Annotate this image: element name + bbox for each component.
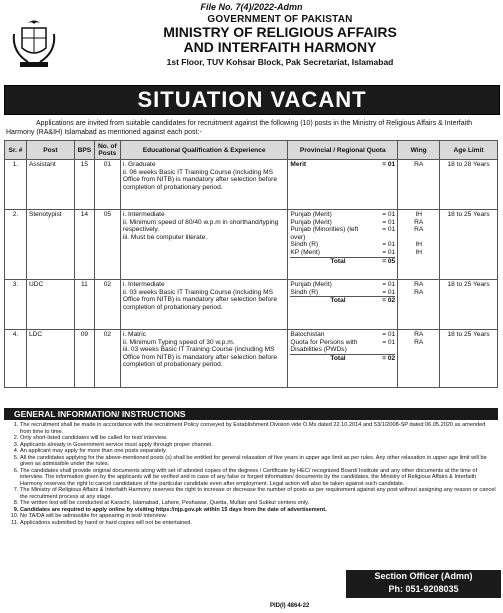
banner-text: SITUATION VACANT <box>137 87 367 112</box>
qualification-item: i. Intermediate <box>122 281 165 288</box>
list-item: 10. No TA/DA will be admissible for appearing in test/ interview. <box>20 513 498 520</box>
list-item: 4. An applicant may apply for more than one posts separately. <box>20 448 498 455</box>
sr-cell: 1. <box>5 160 27 210</box>
signatory-title: Section Officer (Admn) <box>374 571 473 581</box>
total-value: = 05 <box>382 257 396 265</box>
wing-item: RA <box>414 288 424 296</box>
total-label: Total <box>330 297 346 305</box>
sr-cell: 4. <box>5 330 27 388</box>
quota-label: Merit <box>290 161 307 168</box>
col-header: Age Limit <box>440 141 498 160</box>
qualification-cell <box>120 280 287 330</box>
table-row <box>5 280 498 330</box>
ministry-title-line2: AND INTERFAITH HARMONY <box>183 39 377 55</box>
quota-cell <box>288 210 398 280</box>
wing-item: RA <box>414 338 424 346</box>
qualification-item: ii. 06 weeks Basic IT Training Course (including MS Office from NITB) is mandatory after selection before completion of probationary period. <box>122 168 278 191</box>
quota-cell <box>288 330 398 388</box>
quota-label: Sindh (R) <box>290 288 319 296</box>
posts-cell: 02 <box>94 280 120 330</box>
total-value: = 02 <box>382 354 396 362</box>
qualification-item: i. Intermediate <box>122 211 165 218</box>
instructions-list <box>4 422 498 526</box>
table-row <box>5 330 498 388</box>
posts-table <box>4 140 498 388</box>
quota-label: Punjab (Merit) <box>290 281 332 288</box>
wing-cell <box>398 160 440 210</box>
quota-value: = 01 <box>382 248 396 256</box>
list-item: 3. Applicants already in Government service must apply through proper channel. <box>20 442 498 449</box>
post-cell: LDC <box>26 330 74 388</box>
list-item: 8. The written test will be conducted at Karachi, Islamabad, Lahore, Peshawar, Quetta, Multan and Sukkur centers only. <box>20 500 498 507</box>
qualification-cell <box>120 160 287 210</box>
wing-item: RA <box>414 218 424 226</box>
file-number: File No. 7(4)/2022-Admn <box>200 2 303 12</box>
list-item: 5. All the candidates applying for the above-mentioned posts (s) shall be entitled for general relaxation of five years in upper age limit as per rules. Any other relaxation in upper age limit will be given as admissible under the rules. <box>20 455 498 468</box>
col-header: Wing <box>398 141 440 160</box>
col-header: Post <box>26 141 74 160</box>
situation-vacant-banner <box>4 85 500 115</box>
quota-label: Punjab (Minorities) (left over) <box>290 226 359 241</box>
sr-cell: 3. <box>5 280 27 330</box>
quota-value: = 01 <box>382 241 396 249</box>
age-cell: 18 to 25 Years <box>440 210 498 280</box>
quota-value: = 01 <box>382 161 396 168</box>
quota-value: = 01 <box>382 281 396 288</box>
posts-cell: 01 <box>94 160 120 210</box>
wing-cell <box>398 280 440 330</box>
col-header: No. of Posts <box>94 141 120 160</box>
table-row <box>5 160 498 210</box>
quota-label: Punjab (Merit) <box>290 211 332 218</box>
list-item: 2. Only short-listed candidates will be called for test/ interview. <box>20 435 498 442</box>
quota-label: KP (Merit) <box>290 248 320 256</box>
post-cell: Stenotypist <box>26 210 74 280</box>
total-value: = 02 <box>382 297 396 305</box>
quota-value: = 01 <box>382 331 396 338</box>
bps-cell: 09 <box>74 330 94 388</box>
age-cell: 18 to 25 Years <box>440 330 498 388</box>
posts-cell: 05 <box>94 210 120 280</box>
qualification-item: ii. Minimum speed of 80/40 w.p.m in shorthand/typing respectively. <box>122 218 279 234</box>
list-item: 11. Applications submitted by hand or hard copies will not be entertained. <box>20 520 498 527</box>
signature-block <box>346 570 501 598</box>
qualification-item: ii. 03 weeks Basic IT Training Course (including MS Office from NITB) is mandatory after selection before completion of probationary period. <box>122 288 278 311</box>
wing-item: RA <box>414 331 424 338</box>
quota-label: Sindh (R) <box>290 241 319 249</box>
qualification-item: iii. Must be computer literate. <box>122 233 208 241</box>
ministry-title-line1: MINISTRY OF RELIGIOUS AFFAIRS <box>163 24 397 40</box>
general-info-banner <box>4 408 498 420</box>
quota-value: = 01 <box>382 226 396 234</box>
quota-cell <box>288 280 398 330</box>
general-info-heading: GENERAL INFORMATION/ INSTRUCTIONS <box>14 409 186 419</box>
col-header: Sr. # <box>5 141 27 160</box>
wing-item: IH <box>415 241 422 249</box>
intro-paragraph: Applications are invited from suitable candidates for recruitment against the following (10) posts in the Ministry of Religious Affairs & Interfaith Harmony (RA&IH) Islamabad as mentioned against each post:- <box>6 120 473 136</box>
quota-label: Punjab (Merit) <box>290 218 332 226</box>
wing-item: RA <box>414 226 424 234</box>
bps-cell: 15 <box>74 160 94 210</box>
quota-label: Quota for Persons with Disabilities (PWDs) <box>290 338 358 354</box>
col-header: Provincial / Regional Quota <box>288 141 398 160</box>
age-cell: 18 to 28 Years <box>440 160 498 210</box>
state-emblem-icon <box>8 18 60 70</box>
signatory-phone: Ph: 051-9208035 <box>388 584 459 594</box>
wing-item: RA <box>414 161 424 168</box>
col-header: Educational Qualification & Experience <box>120 141 287 160</box>
bps-cell: 11 <box>74 280 94 330</box>
list-item: 7. The Ministry of Religious Affairs & Interfaith Harmony reserves the right to increase or decrease the number of posts as per requirement against any post without assigning any reason or cancel the recruitment process at any stage. <box>20 487 498 500</box>
list-item: 1. The recruitment shall be made in accordance with the recruitment Policy conveyed by Establishment Division vide O.Ms dated 22.10.2014 and 53/1/2008-SP dated 06.05.2020 as amended from time to time. <box>20 422 498 435</box>
qualification-cell <box>120 330 287 388</box>
qualification-item: ii. Minimum Typing speed of 30 w.p.m. <box>122 338 235 346</box>
wing-item: IH <box>415 211 422 218</box>
posts-cell: 02 <box>94 330 120 388</box>
wing-item: IH <box>415 248 422 256</box>
letterhead <box>60 14 500 67</box>
wing-cell <box>398 210 440 280</box>
bps-cell: 14 <box>74 210 94 280</box>
total-label: Total <box>330 354 346 362</box>
ministry-address: 1st Floor, TUV Kohsar Block, Pak Secretariat, Islamabad <box>166 57 394 67</box>
quota-value: = 01 <box>382 218 396 226</box>
table-header-row <box>5 141 498 160</box>
quota-value: = 01 <box>382 211 396 218</box>
sr-cell: 2. <box>5 210 27 280</box>
government-title: GOVERNMENT OF PAKISTAN <box>207 14 353 25</box>
quota-label: Balochistan <box>290 331 325 338</box>
wing-item <box>400 234 437 242</box>
quota-value: = 01 <box>382 288 396 296</box>
quota-cell <box>288 160 398 210</box>
pid-number: PID(I) 4864-22 <box>270 603 310 609</box>
col-header: BPS <box>74 141 94 160</box>
age-cell: 18 to 25 Years <box>440 280 498 330</box>
list-item: 6. The candidates shall provide original documents along with set of attested copies of the degrees / Certificate by HEC/ recognized Board/ Institute and any other documents at the time of interview. The information given by the applicants will be verified and in case of any false or forged information/ documents by the candidates, the Ministry of Religious Affairs & Interfaith Harmony reserves the right to cancel candidature of the particular candidate even after employment. Legal action will also be taken against such candidate. <box>20 468 498 488</box>
post-cell: Assistant <box>26 160 74 210</box>
qualification-cell <box>120 210 287 280</box>
qualification-item: i. Graduate <box>122 161 156 168</box>
qualification-item: iii. 03 weeks Basic IT Training Course (including MS Office from NITB) is mandatory after selection before completion of probationary period. <box>122 346 278 369</box>
list-item: 9. Candidates are required to apply online by visiting https://njp.gov.pk within 15 days from the date of advertisement. <box>20 507 498 514</box>
total-label: Total <box>330 257 346 265</box>
post-cell: UDC <box>26 280 74 330</box>
qualification-item: i. Matric <box>122 331 146 338</box>
wing-cell <box>398 330 440 388</box>
table-row <box>5 210 498 280</box>
quota-value: = 01 <box>382 338 396 346</box>
wing-item: RA <box>414 281 424 288</box>
